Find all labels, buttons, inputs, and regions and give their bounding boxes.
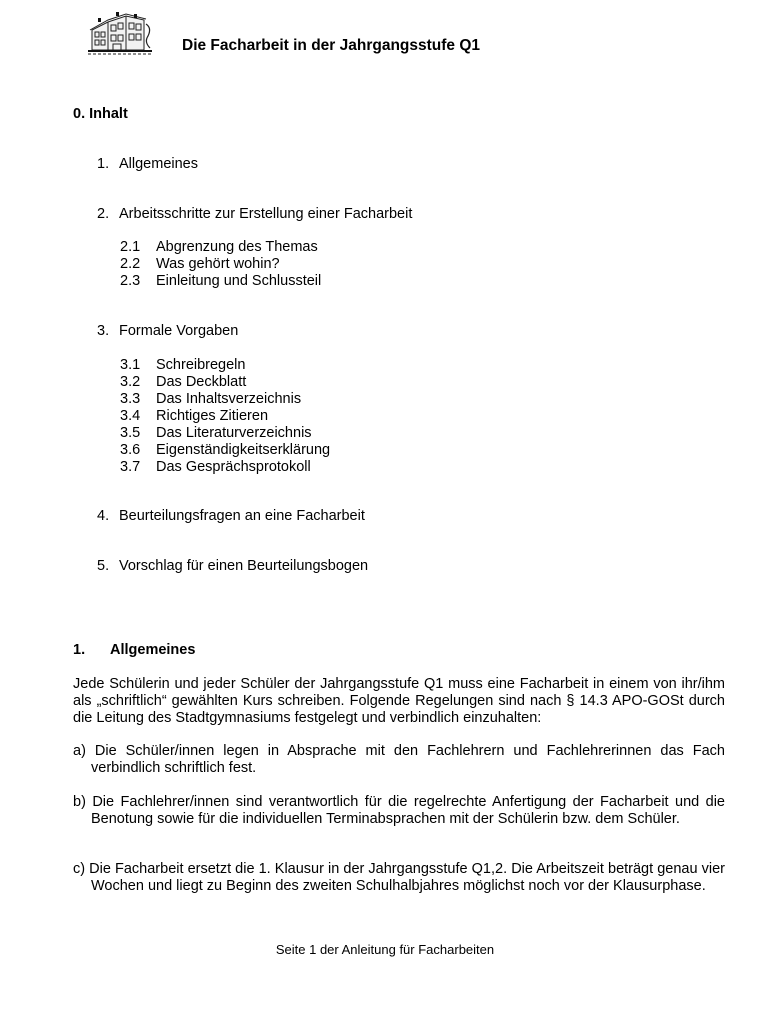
toc-subitem-label: Eigenständigkeitserklärung bbox=[156, 442, 331, 458]
toc-item-label: Beurteilungsfragen an eine Facharbeit bbox=[119, 508, 365, 524]
page-footer: Seite 1 der Anleitung für Facharbeiten bbox=[275, 942, 495, 957]
toc-subitem bbox=[120, 357, 330, 374]
toc-item-number: 5. bbox=[97, 558, 110, 574]
toc-subitem-label: Abgrenzung des Themas bbox=[156, 239, 318, 255]
toc-subitem-label: Einleitung und Schlussteil bbox=[156, 273, 322, 289]
toc-item-number: 3. bbox=[97, 323, 110, 339]
toc-heading: 0. Inhalt bbox=[73, 106, 128, 122]
toc-item-label: Arbeitsschritte zur Erstellung einer Facharbeit bbox=[119, 206, 413, 222]
rule-item-a: a) Die Schüler/innen legen in Absprache mit den Fachlehrern und Fachlehrerinnen das Fach verbindlich schriftlich fest. bbox=[73, 743, 725, 776]
section-title: Allgemeines bbox=[110, 642, 196, 658]
section-heading bbox=[73, 642, 195, 659]
toc-subitem-label: Richtiges Zitieren bbox=[156, 408, 269, 424]
toc-subitem bbox=[120, 459, 330, 476]
toc-subitems-3 bbox=[120, 357, 330, 476]
toc-subitem bbox=[120, 239, 321, 256]
toc-item-2 bbox=[97, 206, 412, 223]
toc-subitem-number: 3.1 bbox=[120, 357, 141, 373]
toc-item-number: 1. bbox=[97, 156, 110, 172]
toc-item-label: Allgemeines bbox=[119, 156, 198, 172]
toc-subitem-label: Das Inhaltsverzeichnis bbox=[156, 391, 302, 407]
toc-subitem-label: Das Deckblatt bbox=[156, 374, 247, 390]
toc-subitem bbox=[120, 425, 330, 442]
toc-subitem-number: 3.2 bbox=[120, 374, 141, 390]
toc-subitem bbox=[120, 273, 321, 290]
toc-item-number: 4. bbox=[97, 508, 110, 524]
toc-subitem bbox=[120, 374, 330, 391]
toc-subitem-number: 3.3 bbox=[120, 391, 141, 407]
toc-item-1 bbox=[97, 156, 198, 173]
toc-subitems-2 bbox=[120, 239, 321, 290]
toc-item-4 bbox=[97, 508, 365, 525]
rule-item-b: b) Die Fachlehrer/innen sind verantwortlich für die regelrechte Anfertigung der Facharbeit und die Benotung sowie für die individuellen Terminabsprachen mit der Schülerin bzw. dem Schüler. bbox=[73, 794, 725, 827]
toc-subitem-number: 2.3 bbox=[120, 273, 141, 289]
school-logo bbox=[86, 10, 156, 58]
toc-subitem-label: Schreibregeln bbox=[156, 357, 246, 373]
toc-subitem bbox=[120, 442, 330, 459]
toc-item-3 bbox=[97, 323, 238, 340]
toc-subitem-number: 2.2 bbox=[120, 256, 141, 272]
toc-subitem bbox=[120, 391, 330, 408]
toc-item-label: Vorschlag für einen Beurteilungsbogen bbox=[119, 558, 369, 574]
toc-subitem-label: Das Literaturverzeichnis bbox=[156, 425, 312, 441]
toc-subitem-number: 3.6 bbox=[120, 442, 141, 458]
toc-subitem-number: 3.5 bbox=[120, 425, 141, 441]
toc-subitem bbox=[120, 408, 330, 425]
rule-item-c: c) Die Facharbeit ersetzt die 1. Klausur in der Jahrgangsstufe Q1,2. Die Arbeitszeit beträgt genau vier Wochen und liegt zu Beginn des zweiten Schulhalbjahres möglichst noch vor der Klausurphase. bbox=[73, 861, 725, 894]
toc-subitem bbox=[120, 256, 321, 273]
page-title: Die Facharbeit in der Jahrgangsstufe Q1 bbox=[182, 37, 481, 54]
toc-subitem-number: 3.4 bbox=[120, 408, 141, 424]
section-number: 1. bbox=[73, 642, 86, 658]
toc-item-number: 2. bbox=[97, 206, 110, 222]
toc-item-label: Formale Vorgaben bbox=[119, 323, 239, 339]
toc-subitem-number: 2.1 bbox=[120, 239, 141, 255]
toc-subitem-label: Was gehört wohin? bbox=[156, 256, 280, 272]
intro-paragraph: Jede Schülerin und jeder Schüler der Jahrgangsstufe Q1 muss eine Facharbeit in einem von ihr/ihm als „schriftlich“ gewählten Kurs schreiben. Folgende Regelungen sind nach § 14.3 APO-GOSt durch die Leitung des Stadtgymnasiums festgelegt und verbindlich einzuhalten: bbox=[73, 676, 725, 726]
toc-subitem-label: Das Gesprächsprotokoll bbox=[156, 459, 311, 475]
toc-item-5 bbox=[97, 558, 368, 575]
toc-subitem-number: 3.7 bbox=[120, 459, 141, 475]
